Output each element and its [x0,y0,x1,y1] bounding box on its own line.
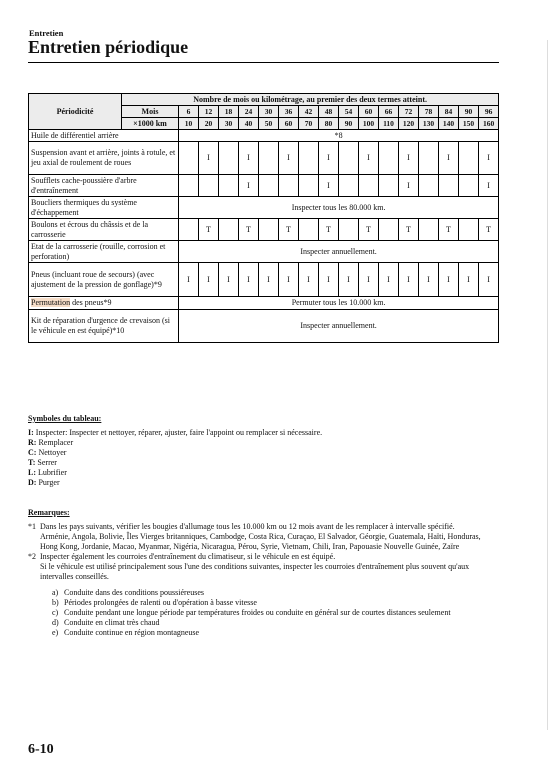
km-value: 50 [259,118,279,130]
schedule-cell: T [279,219,299,241]
schedule-cell: I [459,263,479,297]
remark-2 [28,552,498,638]
schedule-cell: T [479,219,499,241]
condition-text: Conduite en climat très chaud [64,618,160,627]
schedule-cell [419,219,439,241]
schedule-cell: I [439,263,459,297]
schedule-cell [359,175,379,197]
legend-symbol: C: [28,448,37,457]
condition-text: Conduite continue en région montagneuse [64,628,200,637]
schedule-cell [179,219,199,241]
schedule-cell: I [259,263,279,297]
schedule-cell [259,142,279,175]
legend-heading: Symboles du tableau: [28,414,102,423]
section-label: Entretien [29,28,64,38]
table-row [29,241,499,263]
months-value: 78 [419,106,439,118]
remark-2-marker: *2 [28,552,36,561]
months-value: 66 [379,106,399,118]
schedule-cell [219,175,239,197]
schedule-cell: I [179,263,199,297]
km-value: 130 [419,118,439,130]
maintenance-schedule-table [28,93,499,343]
table-row [29,263,499,297]
schedule-cell [339,219,359,241]
km-value: 60 [279,118,299,130]
legend-meaning: Lubrifier [36,468,67,477]
schedule-cell [219,219,239,241]
schedule-cell [459,142,479,175]
schedule-cell [179,175,199,197]
remark-1-marker: *1 [28,522,36,531]
interval-instruction: Inspecter tous les 80.000 km. [179,197,499,219]
months-value: 84 [439,106,459,118]
schedule-cell [379,219,399,241]
schedule-cell [219,142,239,175]
table-row [29,219,499,241]
remarks-section [28,508,498,638]
months-value: 96 [479,106,499,118]
schedule-cell [439,175,459,197]
schedule-cell [259,219,279,241]
legend-item [28,468,508,478]
schedule-cell [379,175,399,197]
schedule-cell [419,175,439,197]
schedule-cell: I [439,142,459,175]
schedule-cell: I [219,263,239,297]
schedule-cell [199,175,219,197]
schedule-cell: I [199,142,219,175]
schedule-cell [299,175,319,197]
condition-letter: b) [52,598,59,607]
schedule-cell: T [359,219,379,241]
km-value: 150 [459,118,479,130]
schedule-cell [279,175,299,197]
page-title: Entretien périodique [28,37,189,57]
remark-1 [28,522,498,552]
highlighted-term: Permutation [31,298,71,307]
months-value: 72 [399,106,419,118]
row-label: Boucliers thermiques du système d'échappement [29,197,179,219]
schedule-cell: T [199,219,219,241]
header-interval-note: Nombre de mois ou kilométrage, au premier des deux termes atteint. [122,94,499,106]
page-number: 6-10 [28,742,54,757]
row-label: Boulons et écrous du châssis et de la carrosserie [29,219,179,241]
row-label-rest: des pneus*9 [70,298,112,307]
schedule-cell: T [399,219,419,241]
schedule-cell [379,142,399,175]
condition-letter: c) [52,608,59,617]
row-label [29,297,179,310]
km-value: 40 [239,118,259,130]
schedule-cell: I [359,263,379,297]
schedule-cell: I [279,142,299,175]
legend-item [28,478,508,488]
schedule-cell [179,142,199,175]
row-label: Suspension avant et arrière, joints à rotule, et jeu axial de roulement de roues [29,142,179,175]
km-value: 160 [479,118,499,130]
remarks-heading: Remarques: [28,508,70,517]
months-value: 18 [219,106,239,118]
schedule-cell: I [239,263,259,297]
months-value: 60 [359,106,379,118]
km-value: 140 [439,118,459,130]
schedule-cell: T [439,219,459,241]
months-value: 12 [199,106,219,118]
legend-symbol: D: [28,478,37,487]
km-value: 70 [299,118,319,130]
months-value: 30 [259,106,279,118]
legend-meaning: Nettoyer [36,448,67,457]
km-label: ×1000 km [122,118,179,130]
condition-letter: d) [52,618,59,627]
condition-text: Conduite pendant une longue période par températures froides ou conduite en général sur de courtes distances seulement [64,608,451,617]
legend-meaning: Inspecter: Inspecter et nettoyer, réparer, ajuster, faire l'appoint ou remplacer si nécessaire. [33,428,323,437]
schedule-cell: I [319,142,339,175]
conditions-list [52,588,498,638]
table-row [29,297,499,310]
months-value: 90 [459,106,479,118]
legend-symbol: R: [28,438,37,447]
table-row [29,175,499,197]
legend-item [28,428,508,438]
legend-symbol: T: [28,458,36,467]
legend-item [28,448,508,458]
condition-text: Conduite dans des conditions poussiéreuses [64,588,204,597]
months-value: 48 [319,106,339,118]
schedule-cell [299,142,319,175]
schedule-cell [299,219,319,241]
schedule-cell: I [479,142,499,175]
schedule-cell: T [319,219,339,241]
row-label: Kit de réparation d'urgence de crevaison (si le véhicule en est équipé)*10 [29,310,179,343]
schedule-cell [459,219,479,241]
legend-meaning: Serrer [35,458,57,467]
remark-1-countries: Arménie, Angola, Bolivie, Îles Vierges britanniques, Cambodge, Costa Rica, Curaçao, El Salvador, Géorgie, Guatemala, Haïti, Honduras, Hong Kong, Jordanie, Macao, Myanmar, Nigéria, Nicaragua, Pérou, Syrie, Vietnam, Chili, Iran, Papouasie Nouvelle Guinée, Zaïre [40,532,481,551]
condition-item [52,588,498,598]
schedule-cell [339,142,359,175]
schedule-cell [259,175,279,197]
km-value: 110 [379,118,399,130]
table-row [29,310,499,343]
months-value: 36 [279,106,299,118]
condition-item [52,598,498,608]
km-value: 100 [359,118,379,130]
schedule-cell: I [399,263,419,297]
condition-letter: a) [52,588,59,597]
schedule-cell: I [399,175,419,197]
interval-instruction: Inspecter annuellement. [179,241,499,263]
schedule-cell: I [299,263,319,297]
legend-symbol: I: [28,428,34,437]
page-edge [547,40,548,730]
table-row [29,130,499,142]
condition-item [52,608,498,618]
condition-letter: e) [52,628,59,637]
legend-item [28,458,508,468]
schedule-cell: I [379,263,399,297]
interval-instruction: Permuter tous les 10.000 km. [179,297,499,310]
condition-item [52,618,498,628]
schedule-cell: I [319,175,339,197]
months-label: Mois [122,106,179,118]
months-value: 54 [339,106,359,118]
condition-item [52,628,498,638]
symbol-legend [28,414,508,488]
table-row [29,142,499,175]
interval-instruction: *8 [179,130,499,142]
remark-2-line: Si le véhicule est utilisé principalement sous l'une des conditions suivantes, inspecter les courroies d'entraînement plus souvent qu'aux intervalles conseillés. [40,562,470,581]
table-row [29,197,499,219]
months-value: 24 [239,106,259,118]
row-label: Huile de différentiel arrière [29,130,179,142]
months-value: 6 [179,106,199,118]
schedule-cell: T [239,219,259,241]
remark-2-line: Inspecter également les courroies d'entraînement du climatiseur, si le véhicule en est équipé. [40,552,336,561]
legend-item [28,438,508,448]
km-value: 80 [319,118,339,130]
title-divider [28,62,499,63]
condition-text: Périodes prolongées de ralenti ou d'opération à basse vitesse [64,598,257,607]
row-label: Soufflets cache-poussière d'arbre d'entraînement [29,175,179,197]
schedule-cell: I [239,142,259,175]
schedule-cell: I [479,263,499,297]
legend-meaning: Remplacer [36,438,74,447]
header-periodicity: Périodicité [29,94,122,130]
remark-1-line: Dans les pays suivants, vérifier les bougies d'allumage tous les 10.000 km ou 12 mois avant de les remplacer à intervalle spécifié. [40,522,455,531]
km-value: 10 [179,118,199,130]
schedule-cell: I [359,142,379,175]
legend-symbol: L: [28,468,36,477]
schedule-cell: I [319,263,339,297]
months-value: 42 [299,106,319,118]
km-value: 90 [339,118,359,130]
table-body [29,130,499,343]
km-value: 120 [399,118,419,130]
schedule-cell: I [479,175,499,197]
schedule-cell: I [239,175,259,197]
schedule-cell: I [199,263,219,297]
legend-meaning: Purger [36,478,60,487]
schedule-cell [419,142,439,175]
schedule-cell: I [339,263,359,297]
interval-instruction: Inspecter annuellement. [179,310,499,343]
km-value: 20 [199,118,219,130]
row-label: Pneus (incluant roue de secours) (avec ajustement de la pression de gonflage)*9 [29,263,179,297]
km-value: 30 [219,118,239,130]
schedule-cell [339,175,359,197]
schedule-cell: I [399,142,419,175]
schedule-cell [459,175,479,197]
schedule-cell: I [279,263,299,297]
schedule-cell: I [419,263,439,297]
row-label: Etat de la carrosserie (rouille, corrosion et perforation) [29,241,179,263]
